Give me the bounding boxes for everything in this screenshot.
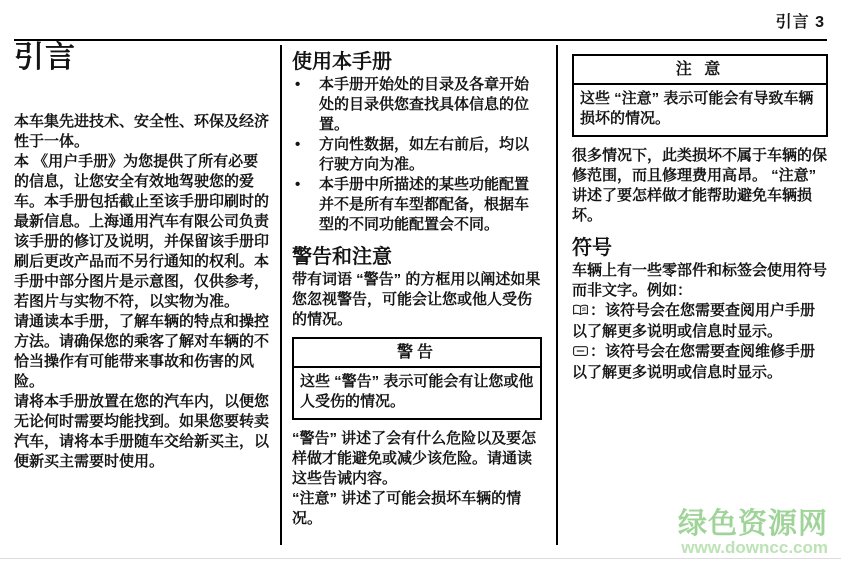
notice-explanation-text: “注意” 讲述了可能会损坏车辆的情况。 xyxy=(292,490,522,527)
page-header-title: 引言 3 xyxy=(775,14,825,31)
bullet-dot-icon: • xyxy=(295,136,301,153)
warning-box xyxy=(292,337,542,420)
intro-paragraph: 本车集先进技术、安全性、环保及经济性于一体。 xyxy=(14,113,270,150)
bullet-text: 本手册中所描述的某些功能配置并不是所有车型都配备，根据车型的不同功能配置会不同。 xyxy=(319,176,530,233)
header-rule xyxy=(14,39,827,41)
notice-detail-text: 很多情况下，此类损坏不属于车辆的保修范围，而且修理费用高昂。 “注意” 讲述了要怎样做才能帮助避免车辆损坏。 xyxy=(572,147,828,224)
bullet-item xyxy=(292,135,542,175)
column-separator-2 xyxy=(556,45,558,545)
owner-manual-icon xyxy=(572,302,589,322)
intro-paragraph: 请将本手册放置在您的汽车内，以便您无论何时需要均能找到。如果您要转卖汽车，请将本手册随车交给新买主，以便新买主需要时使用。 xyxy=(14,393,270,470)
symbol-item xyxy=(572,301,828,342)
bullet-text: 本手册开始处的目录及各章开始处的目录供您查找具体信息的位置。 xyxy=(319,76,530,133)
watermark-site-name: 绿色资源网 xyxy=(677,508,828,540)
notice-column xyxy=(572,48,828,383)
symbol-text: ：该符号会在您需要查阅用户手册以了解更多说明或信息时显示。 xyxy=(572,302,816,340)
watermark-site-url: www.downcc.com xyxy=(681,538,828,557)
intro-column xyxy=(14,41,272,472)
warnings-intro-text: 带有词语 “警告” 的方框用以阐述如果您忽视警告，可能会让您或他人受伤的情况。 xyxy=(292,271,541,328)
warnings-notices-heading: 警告和注意 xyxy=(292,246,392,268)
service-manual-icon xyxy=(572,343,589,363)
notice-box-body: 这些 “注意” 表示可能会有导致车辆损坏的情况。 xyxy=(580,90,814,127)
bullet-dot-icon: • xyxy=(295,176,301,193)
column-separator-1 xyxy=(280,45,282,545)
warning-explanation-text: “警告” 讲述了会有什么危险以及要怎样做才能避免或减少该危险。请通读这些告诫内容。 xyxy=(292,430,537,487)
intro-paragraph: 本 《用户手册》为您提供了所有必要的信息，让您安全有效地驾驶您的爱车。本手册包括截止至该手册印刷时的最新信息。上海通用汽车有限公司负责该手册的修订及说明，并保留该手册印刷后更改产品而不另行通知的权利。本手册中部分图片是示意图，仅供参考，若图片与实物不符，以实物为准。 xyxy=(14,153,270,310)
bullet-item xyxy=(292,75,542,135)
notice-box-title: 注 意 xyxy=(574,56,826,85)
symbols-heading: 符号 xyxy=(572,237,612,259)
warning-box-title: 警告 xyxy=(294,339,540,368)
watermark xyxy=(678,509,828,557)
symbol-item xyxy=(572,342,828,383)
usage-heading: 使用本手册 xyxy=(292,51,392,73)
notice-box xyxy=(572,54,828,137)
bottom-hairline xyxy=(0,558,841,559)
bullet-item xyxy=(292,175,542,235)
bullet-text: 方向性数据，如左右前后，均以行驶方向为准。 xyxy=(319,136,530,173)
intro-paragraph: 请通读本手册，了解车辆的特点和操控方法。请确保您的乘客了解对车辆的不恰当操作有可能带来事故和伤害的风险。 xyxy=(14,313,270,390)
bullet-dot-icon: • xyxy=(295,76,301,93)
symbols-intro-text: 车辆上有一些零部件和标签会使用符号而非文字。例如： xyxy=(572,262,828,299)
usage-column xyxy=(292,48,542,529)
warning-box-body: 这些 “警告” 表示可能会有让您或他人受伤的情况。 xyxy=(300,373,534,410)
symbol-text: ：该符号会在您需要查阅维修手册以了解更多说明或信息时显示。 xyxy=(572,343,816,381)
intro-heading: 引言 xyxy=(14,41,76,74)
